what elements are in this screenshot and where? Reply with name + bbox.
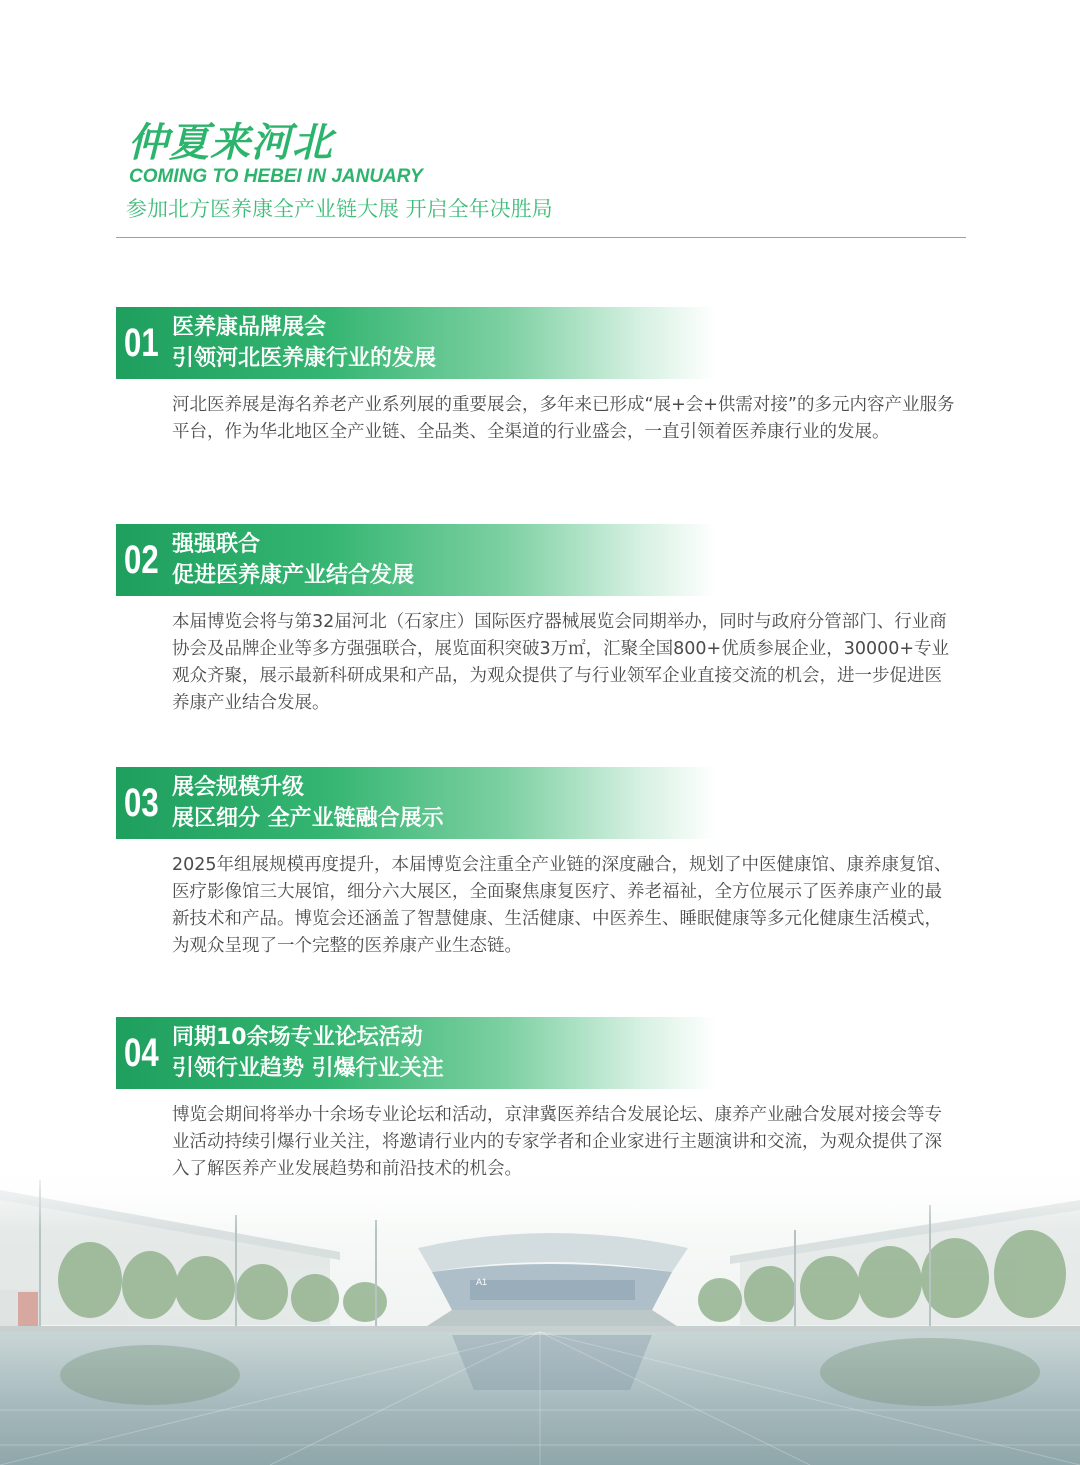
section-heading-band (116, 1017, 716, 1089)
section-body: 博览会期间将举办十余场专业论坛和活动，京津冀医养结合发展论坛、康养产业融合发展对接会等专业活动持续引爆行业关注，将邀请行业内的专家学者和企业家进行主题演讲和交流，为观众提供了深入了解医养产业发展趋势和前沿技术的机会。 (172, 1105, 942, 1179)
section-number: 04 (124, 1031, 159, 1075)
section-heading (172, 312, 436, 374)
section-heading (172, 772, 444, 834)
header-divider (116, 237, 966, 238)
reflecting-pool (0, 1332, 1080, 1465)
section-title-line1: 医养康品牌展会 (172, 315, 327, 340)
section-body: 2025年组展规模再度提升，本届博览会注重全产业链的深度融合，规划了中医健康馆、康养康复馆、医疗影像馆三大展馆，细分六大展区，全面聚焦康复医疗、养老福祉，全方位展示了医养康产业的最新技术和产品。博览会还涵盖了智慧健康、生活健康、中医养生、睡眠健康等多元化健康生活模式，为观众呈现了一个完整的医养康产业生态链。 (172, 855, 952, 956)
section-title-line1: 同期10余场专业论坛活动 (172, 1025, 423, 1050)
section-title-line2: 促进医养康产业结合发展 (172, 563, 415, 588)
section-number: 02 (124, 538, 159, 582)
page-title: 仲夏来河北 (128, 120, 333, 166)
pool-tiles (0, 1332, 1080, 1465)
section-body: 河北医养展是海名养老产业系列展的重要展会，多年来已形成“展+会+供需对接”的多元内容产业服务平台，作为华北地区全产业链、全品类、全渠道的行业盛会，一直引领着医养康行业的发展。 (172, 395, 955, 442)
section-body: 本届博览会将与第32届河北（石家庄）国际医疗器械展览会同期举办，同时与政府分管部门、行业商协会及品牌企业等多方强强联合，展览面积突破3万㎡，汇聚全国800+优质参展企业，30000+专业观众齐聚，展示最新科研成果和产品，为观众提供了与行业领军企业直接交流的机会，进一步促进医养康产业结合发展。 (172, 612, 950, 713)
section-number: 03 (124, 781, 159, 825)
section-02 (116, 524, 966, 717)
section-title-line1: 展会规模升级 (172, 775, 305, 800)
section-heading-band (116, 307, 716, 379)
section-title-line2: 引领行业趋势 引爆行业关注 (172, 1056, 444, 1081)
central-hall (418, 1233, 688, 1328)
section-number: 01 (124, 321, 159, 365)
trees-right (698, 1230, 1066, 1322)
building-label: A1 (476, 1277, 488, 1287)
section-heading-band (116, 767, 716, 839)
section-heading (172, 1022, 444, 1084)
section-heading (172, 529, 414, 591)
section-01 (116, 307, 966, 446)
page-subtitle-en: COMING TO HEBEI IN JANUARY (129, 166, 423, 187)
left-hall (0, 1190, 340, 1330)
trees-left (58, 1242, 387, 1322)
right-hall (730, 1200, 1080, 1325)
section-04 (116, 1017, 966, 1183)
pool-reflection (60, 1335, 1040, 1406)
section-heading-band (116, 524, 716, 596)
exhibition-center-photo (0, 1160, 1080, 1465)
section-03 (116, 767, 966, 960)
light-poles (40, 1180, 930, 1330)
page-tagline: 参加北方医养康全产业链大展 开启全年决胜局 (126, 197, 553, 221)
section-title-line2: 引领河北医养康行业的发展 (172, 346, 437, 371)
section-title-line2: 展区细分 全产业链融合展示 (172, 806, 444, 831)
section-title-line1: 强强联合 (172, 532, 261, 557)
